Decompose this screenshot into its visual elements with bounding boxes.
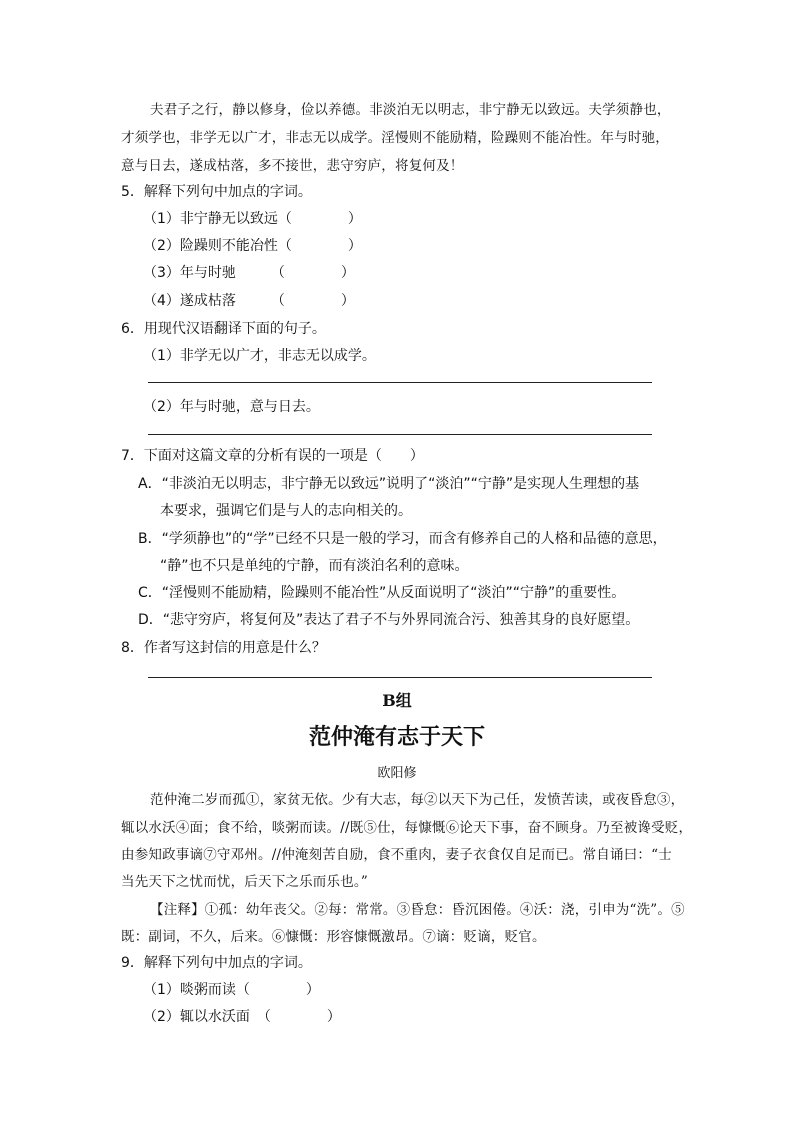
question-7-stem: 7．下面对这篇文章的分析有误的一项是（ ） bbox=[121, 448, 424, 464]
question-9-item-1: （1）啖粥而读（ ） bbox=[143, 982, 320, 998]
question-6-item-1: （1）非学无以广才，非志无以成学。 bbox=[143, 348, 376, 364]
question-6-stem: 6．用现代汉语翻译下面的句子。 bbox=[121, 321, 326, 337]
question-8-stem: 8．作者写这封信的用意是什么？ bbox=[121, 640, 326, 656]
question-9-item-2: （2）辄以水沃面 （ ） bbox=[143, 1009, 341, 1025]
passage-a-line-3: 意与日去，遂成枯落，多不接世，悲守穷庐，将复何及！ bbox=[121, 158, 464, 174]
passage-a-line-1: 夫君子之行，静以修身，俭以养德。非淡泊无以明志，非宁静无以致远。夫学须静也， bbox=[150, 102, 671, 118]
question-7-option-a: A．“非淡泊无以明志，非宁静无以致远”说明了“淡泊”“宁静”是实现人生理想的基 bbox=[138, 476, 640, 492]
question-7-option-d: D．“悲守穷庐，将复何及”表达了君子不与外界同流合污、独善其身的良好愿望。 bbox=[138, 612, 640, 628]
question-9-stem: 9．解释下列句中加点的字词。 bbox=[121, 955, 312, 971]
question-5-item-1: （1）非宁静无以致远（ ） bbox=[143, 211, 362, 227]
passage-a-line-2: 才须学也，非学无以广才，非志无以成学。淫慢则不能励精，险躁则不能冶性。年与时驰， bbox=[121, 130, 669, 146]
group-b-author: 欧阳修 bbox=[377, 766, 417, 781]
question-7-option-b: B．“学须静也”的“学”已经不只是一般的学习，而含有修养自己的人格和品德的意思， bbox=[138, 531, 667, 547]
notes-line-2: 既：副词，不久，后来。⑥慷慨：形容慷慨激昂。⑦谪：贬谪，贬官。 bbox=[121, 929, 546, 945]
question-7-option-b-cont: “静”也不只是单纯的宁静，而有淡泊名利的意味。 bbox=[160, 558, 469, 574]
question-5-stem: 5．解释下列句中加点的字词。 bbox=[121, 184, 312, 200]
notes-line-1: 【注释】①孤：幼年丧父。②每：常常。③昏怠：昏沉困倦。④沃：浇，引申为“洗”。⑤ bbox=[150, 902, 685, 918]
answer-line-6-1[interactable] bbox=[148, 382, 652, 383]
passage-b-line-4: 当先天下之忧而忧，后天下之乐而乐也。” bbox=[121, 874, 368, 890]
question-7-option-c: C．“淫慢则不能励精，险躁则不能冶性”从反面说明了“淡泊”“宁静”的重要性。 bbox=[138, 585, 626, 601]
passage-b-line-1: 范仲淹二岁而孤①，家贫无依。少有大志，每②以天下为己任，发愤苦读，或夜昏怠③， bbox=[150, 792, 685, 808]
passage-b-line-3: 由参知政事谪⑦守邓州。//仲淹刻苦自励，食不重肉，妻子衣食仅自足而已。常自诵曰：“士 bbox=[121, 847, 672, 863]
question-5-item-2: （2）险躁则不能冶性（ ） bbox=[143, 238, 362, 254]
question-5-item-4: （4）遂成枯落 （ ） bbox=[143, 293, 355, 309]
answer-line-8[interactable] bbox=[148, 677, 652, 678]
passage-b-line-2: 辄以水沃④面；食不给，啖粥而读。//既⑤仕，每慷慨⑥论天下事，奋不顾身。乃至被谗受贬， bbox=[121, 820, 693, 836]
question-5-item-3: （3）年与时驰 （ ） bbox=[143, 265, 355, 281]
question-7-option-a-cont: 本要求，强调它们是与人的志向相关的。 bbox=[160, 503, 412, 519]
answer-line-6-2[interactable] bbox=[148, 434, 652, 435]
group-b-title: 范仲淹有志于天下 bbox=[308, 725, 485, 750]
group-b-label: B组 bbox=[382, 691, 412, 710]
question-6-item-2: （2）年与时驰，意与日去。 bbox=[143, 399, 320, 415]
